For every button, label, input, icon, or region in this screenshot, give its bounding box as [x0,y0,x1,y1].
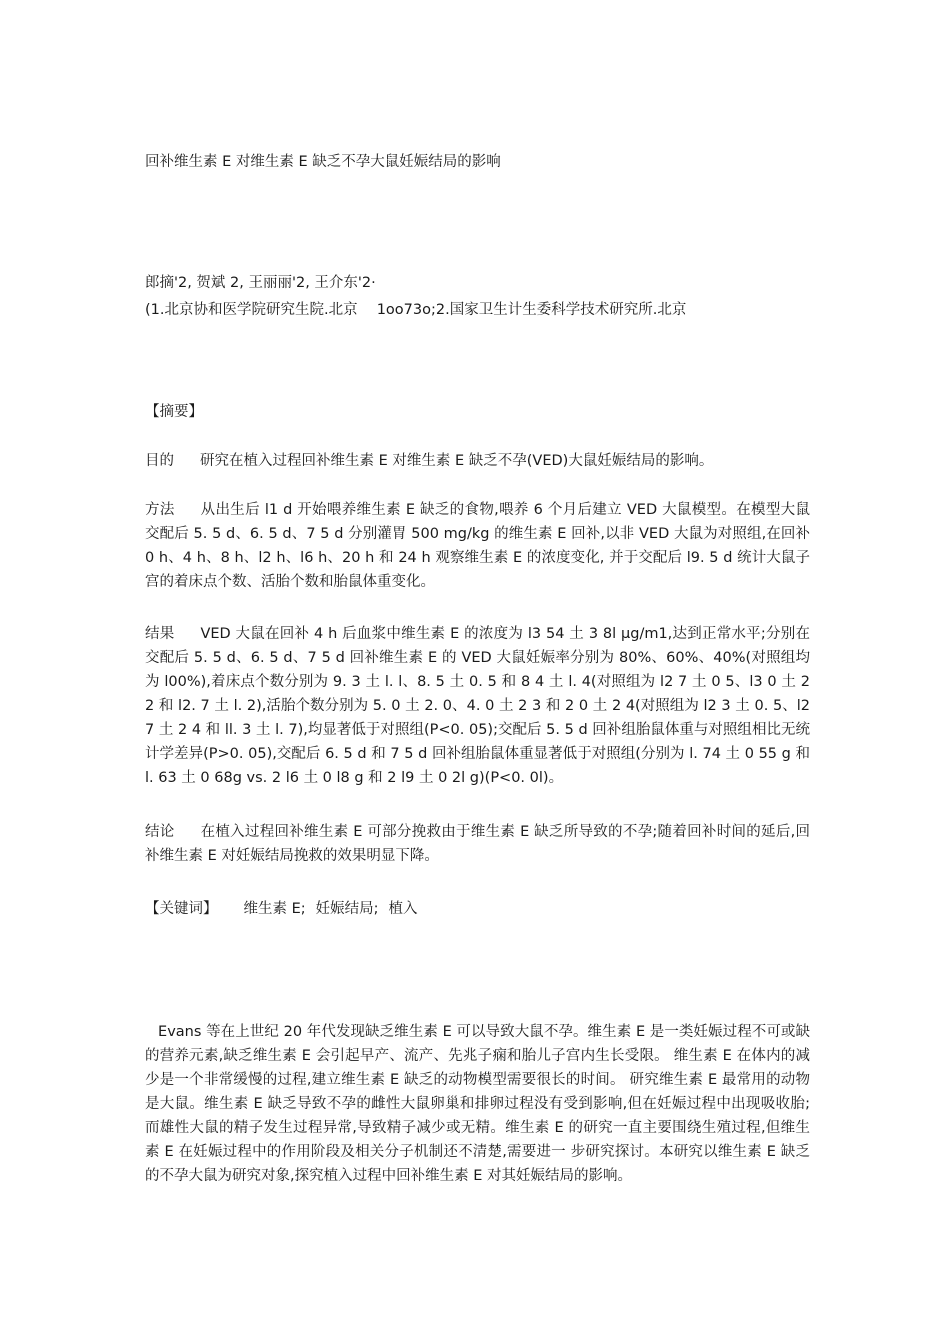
method-text: 从出生后 l1 d 开始喂养维生素 E 缺乏的食物,喂养 6 个月后建立 VED 大鼠模型。在模型大鼠交配后 5. 5 d、6. 5 d、7 5 d 分别灌胃 500 mg/kg 的维生素 E 回补,以非 VED 大鼠为对照组,在回补 0 h、4 h、8 h、l2 h、l6 h、20 h 和 24 h 观察维生素 E 的浓度变化, 并于交配后 l9. 5 d 统计大鼠子宫的着床点个数、活胎个数和胎鼠体重变化。 [145,502,810,590]
keyword-item: 妊娠结局; [315,901,379,917]
result-label: 结果 [145,626,175,642]
keywords [145,897,810,921]
affiliation: (1.北京协和医学院研究生院.北京 1oo73o;2.国家卫生计生委科学技术研究所.北京 [145,302,687,318]
abstract-result [145,622,810,790]
keywords-label: 【关键词】 [145,901,218,917]
keyword-item: 维生素 E; [243,901,306,917]
aim-label: 目的 [145,453,174,469]
introduction-paragraph: Evans 等在上世纪 20 年代发现缺乏维生素 E 可以导致大鼠不孕。维生素 E 是一类妊娠过程不可或缺的营养元素,缺乏维生素 E 会引起早产、流产、先兆子痫和胎儿子宫内生长受限。 维生素 E 在体内的减少是一个非常缓慢的过程,建立维生素 E 缺乏的动物模型需要很长的时间。 研究维生素 E 最常用的动物是大鼠。维生素 E 缺乏导致不孕的雌性大鼠卵巢和排卵过程没有受到影响,但在妊娠过程中出现吸收胎;而雄性大鼠的精子发生过程异常,导致精子减少或无精。维生素 E 的研究一直主要围绕生殖过程,但维生素 E 在妊娠过程中的作用阶段及相关分子机制还不清楚,需要进一 步研究探讨。本研究以维生素 E 缺乏的不孕大鼠为研究对象,探究植入过程中回补维生素 E 对其妊娠结局的影响。 [145,1024,810,1184]
result-text: VED 大鼠在回补 4 h 后血浆中维生素 E 的浓度为 l3 54 土 3 8l μg/m1,达到正常水平;分别在交配后 5. 5 d、6. 5 d、7 5 d 回补维生素 E 的 VED 大鼠妊娠率分别为 80%、60%、40%(对照组均为 l00%),着床点个数分别为 9. 3 土 l. l、8. 5 土 0. 5 和 8 4 土 l. 4(对照组为 l2 7 土 0 5、l3 0 土 2 2 和 l2. 7 土 l. 2),活胎个数分别为 5. 0 土 2. 0、4. 0 土 2 3 和 2 0 土 2 4(对照组为 l2 3 土 0. 5、l2 7 土 2 4 和 ll. 3 土 l. 7),均显著低于对照组(P<0. 05);交配后 5. 5 d 回补组胎鼠体重与对照组相比无统计学差异(P>0. 05),交配后 6. 5 d 和 7 5 d 回补组胎鼠体重显著低于对照组(分别为 l. 74 土 0 55 g 和 l. 63 土 0 68g vs. 2 l6 土 0 l8 g 和 2 l9 土 0 2l g)(P<0. 0l)。 [145,626,810,786]
abstract-method [145,498,810,594]
abstract-conclusion [145,820,810,868]
keyword-item: 植入 [388,901,418,917]
aim-text: 研究在植入过程回补维生素 E 对维生素 E 缺乏不孕(VED)大鼠妊娠结局的影响。 [200,453,714,469]
method-label: 方法 [145,502,175,518]
abstract-aim [145,449,810,473]
conclusion-text: 在植入过程回补维生素 E 可部分挽救由于维生素 E 缺乏所导致的不孕;随着回补时间的延后,回补维生素 E 对妊娠结局挽救的效果明显下降。 [145,824,810,864]
paper-title: 回补维生素 E 对维生素 E 缺乏不孕大鼠妊娠结局的影响 [145,154,501,170]
abstract-heading: 【摘要】 [145,404,203,420]
conclusion-label: 结论 [145,824,175,840]
author-list: 郎摘'2, 贺斌 2, 王丽丽'2, 王介东'2· [145,275,376,291]
